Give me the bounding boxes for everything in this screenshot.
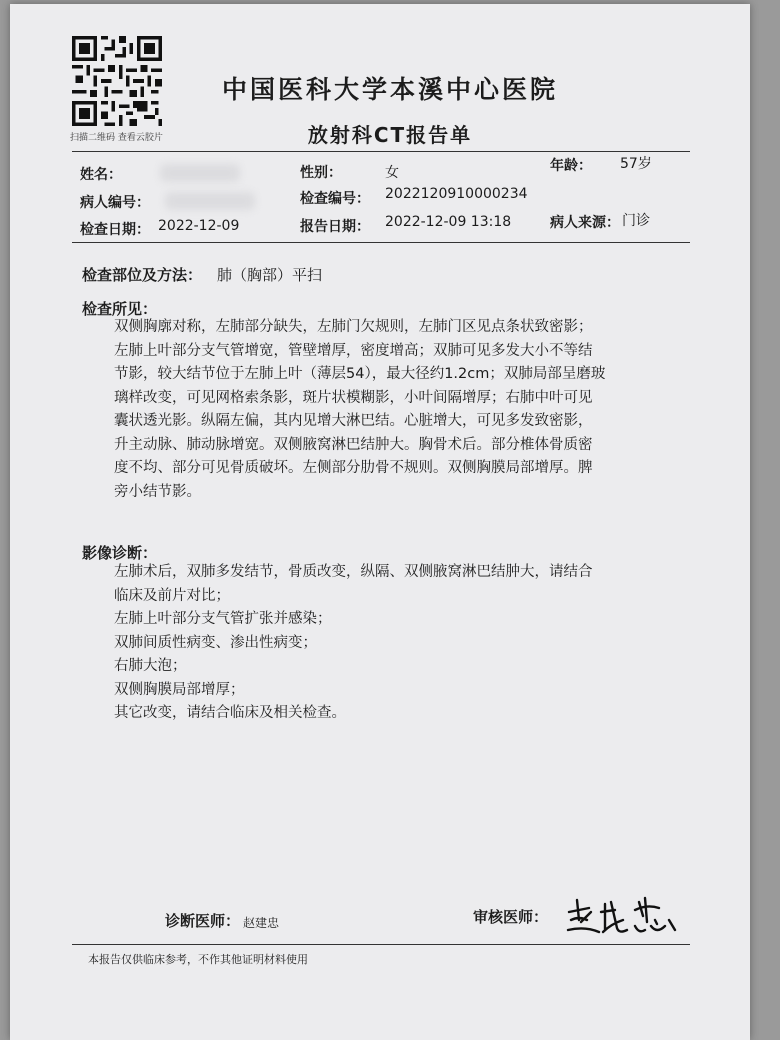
findings-label: 检查所见： xyxy=(82,300,158,318)
diagnosing-doctor-label: 诊断医师： xyxy=(165,912,241,930)
name-redaction xyxy=(160,164,240,182)
exam-number-label: 检查编号： xyxy=(300,191,370,207)
footer-divider xyxy=(72,944,690,945)
exam-date-value: 2022-12-09 xyxy=(158,218,240,234)
age-value: 57岁 xyxy=(620,156,652,172)
exam-method-label: 检查部位及方法： xyxy=(82,266,203,284)
hospital-name: 中国医科大学本溪中心医院 xyxy=(221,75,558,104)
patient-source-value: 门诊 xyxy=(622,213,650,229)
exam-number-value: 2022120910000234 xyxy=(385,186,528,202)
findings-line: 双侧胸廓对称，左肺部分缺失，左肺门欠规则，左肺门区见点条状致密影； xyxy=(114,319,593,335)
findings-line: 璃样改变，可见网格索条影，斑片状模糊影，小叶间隔增厚；右肺中叶可见 xyxy=(114,389,593,406)
patient-id-label: 病人编号： xyxy=(80,195,150,211)
findings-text xyxy=(114,316,680,504)
report-title: 放射科CT报告单 xyxy=(307,123,473,147)
findings-line: 囊状透光影。纵隔左偏，其内见增大淋巴结。心脏增大，可见多发致密影， xyxy=(114,413,593,429)
diagnosis-line: 其它改变，请结合临床及相关检查。 xyxy=(114,705,346,721)
age-label: 年龄： xyxy=(550,158,592,174)
info-divider xyxy=(72,242,690,243)
exam-method-value: 肺（胸部）平扫 xyxy=(217,266,323,284)
header-divider xyxy=(72,151,690,152)
patient-source-label: 病人来源： xyxy=(550,215,620,231)
reviewing-doctor-label: 审核医师： xyxy=(473,908,549,926)
diagnosing-doctor-name: 赵建忠 xyxy=(243,916,280,930)
footer-note: 本报告仅供临床参考，不作其他证明材料使用 xyxy=(88,953,308,966)
gender-label: 性别： xyxy=(300,165,342,181)
report-date-value: 2022-12-09 13:18 xyxy=(385,214,512,230)
report-sheet xyxy=(10,4,750,1040)
findings-line: 升主动脉、肺动脉增宽。双侧腋窝淋巴结肿大。胸骨术后。部分椎体骨质密 xyxy=(114,436,593,453)
exam-date-label: 检查日期： xyxy=(80,222,150,238)
findings-line: 度不均、部分可见骨质破坏。左侧部分肋骨不规则。双侧胸膜局部增厚。脾 xyxy=(114,460,593,476)
diagnosis-text xyxy=(114,561,680,726)
qr-caption: 扫描二维码 查看云胶片 xyxy=(70,133,163,143)
gender-value: 女 xyxy=(385,165,399,181)
reviewing-doctor-signature xyxy=(565,890,680,940)
diagnosis-label: 影像诊断： xyxy=(82,544,158,562)
diagnosis-line: 右肺大泡； xyxy=(114,658,187,674)
diagnosis-line: 临床及前片对比； xyxy=(114,587,230,604)
diagnosis-line: 双侧胸膜局部增厚； xyxy=(114,681,245,698)
name-label: 姓名： xyxy=(80,167,122,183)
findings-line: 左肺上叶部分支气管增宽，管壁增厚，密度增高；双肺可见多发大小不等结 xyxy=(114,342,593,359)
report-date-label: 报告日期： xyxy=(300,219,370,235)
patient-id-redaction xyxy=(165,192,255,210)
findings-line: 节影，较大结节位于左肺上叶（薄层54），最大径约1.2cm；双肺局部呈磨玻 xyxy=(114,366,606,382)
diagnosis-line: 左肺上叶部分支气管扩张并感染； xyxy=(114,611,332,627)
diagnosis-line: 左肺术后，双肺多发结节，骨质改变，纵隔、双侧腋窝淋巴结肿大，请结合 xyxy=(114,564,593,580)
diagnosis-line: 双肺间质性病变、渗出性病变； xyxy=(114,634,317,651)
findings-line: 旁小结节影。 xyxy=(114,483,201,500)
